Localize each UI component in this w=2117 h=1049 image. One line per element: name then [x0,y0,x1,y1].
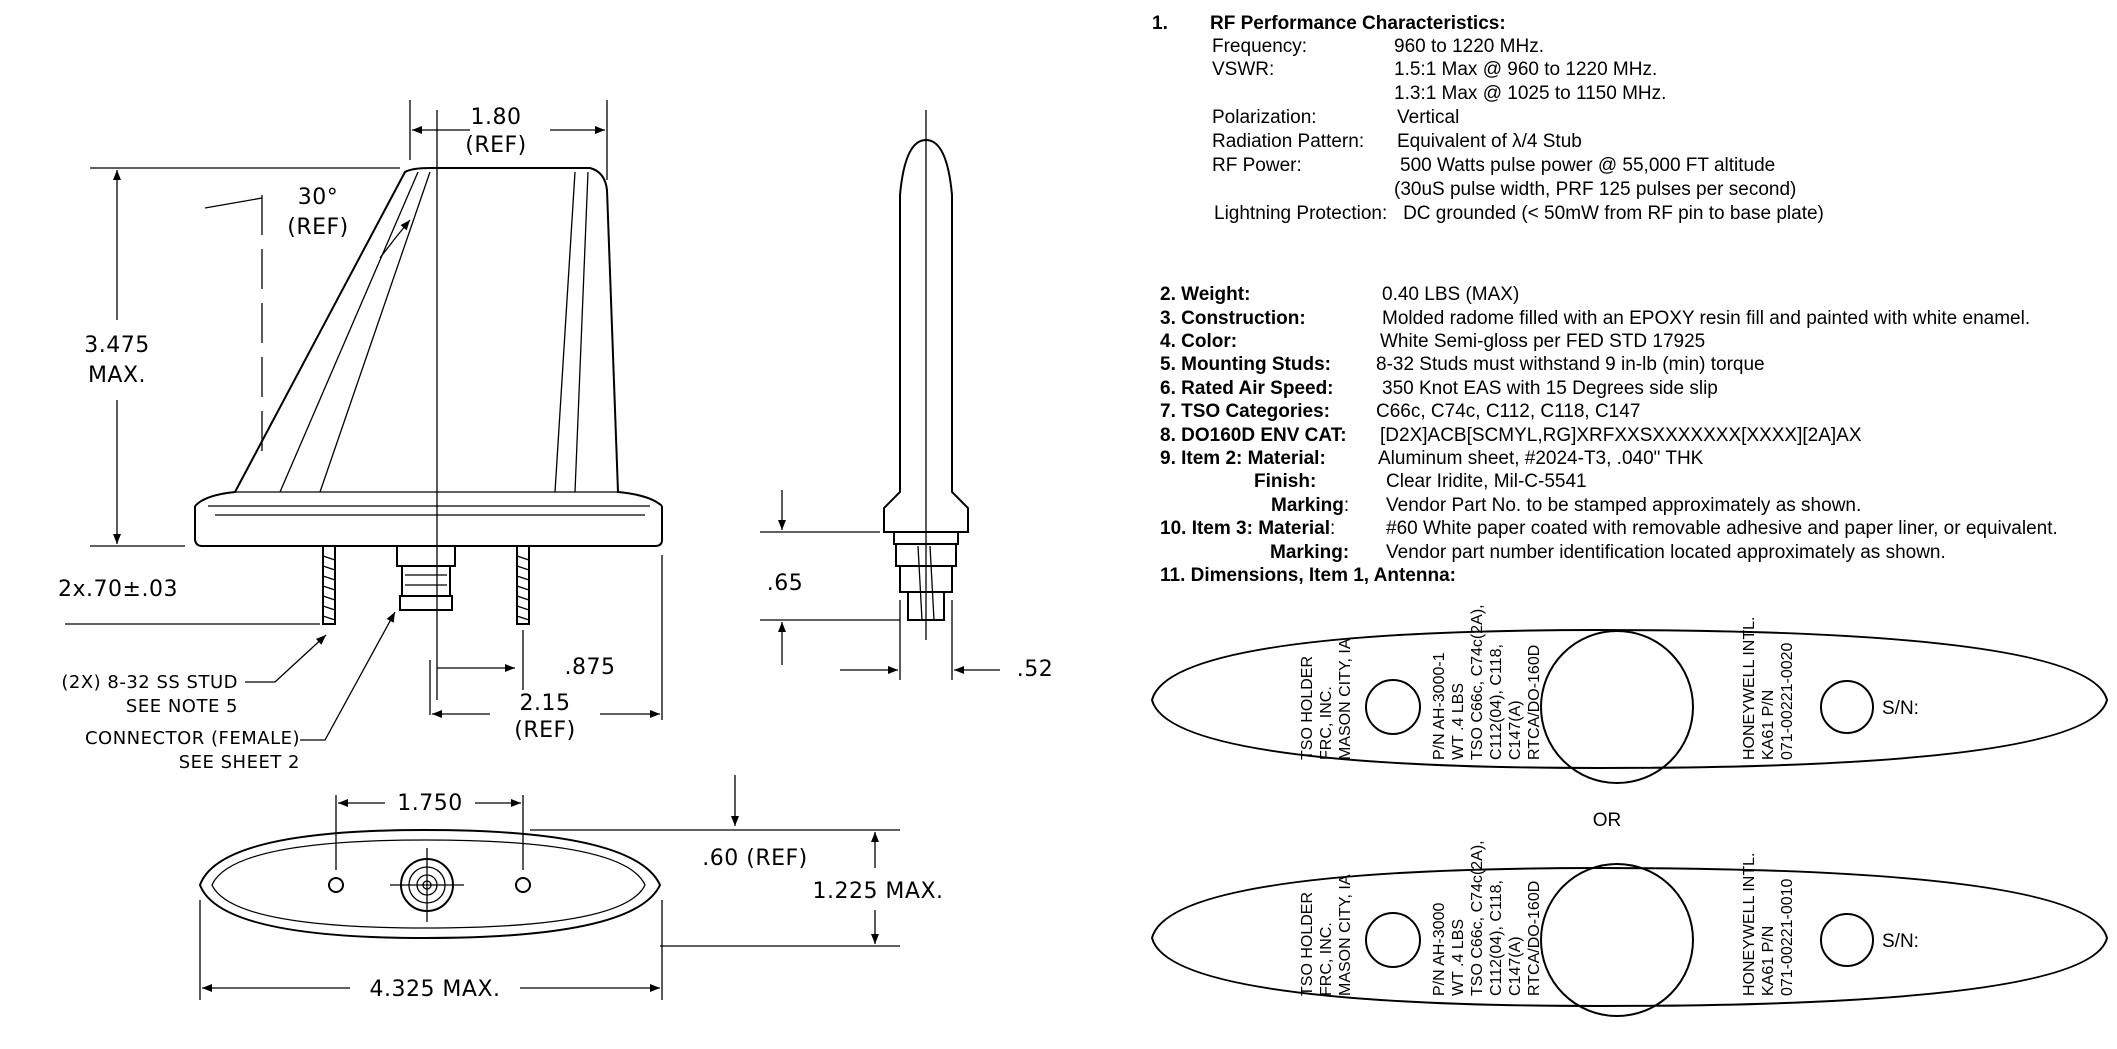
plate-pn-line: C112(04), C118, [1488,644,1505,760]
note-label: 5. Mounting Studs: [1160,354,1331,375]
note-label: 2. Weight: [1160,284,1251,305]
note-label: 7. TSO Categories: [1160,401,1330,422]
note-11: 11. Dimensions, Item 1, Antenna: [1160,565,1456,586]
dim-base-width-ref: (REF) [514,718,576,743]
dim-connector-height: .65 [766,571,804,596]
side-view [760,110,1053,682]
rf-row-label: Radiation Pattern: [1212,131,1365,152]
plate-tso-line: MASON CITY, IA [1337,874,1354,996]
rf-row-label: RF Power: [1212,155,1302,176]
top-view [200,775,944,1002]
plate-pn-line: C147(A) [1507,700,1524,760]
dim-connector-width: .52 [1016,657,1054,682]
plate-hw-line: HONEYWELL INTL. [1741,616,1758,760]
notes-list [1160,284,2058,563]
plate-pn-line: WT .4 LBS [1450,682,1467,760]
note-value: #60 White paper coated with removable adhesive and paper liner, or equivalent. [1386,518,2058,539]
note-label [1160,518,1335,539]
note-label-colon: : [1343,495,1350,516]
plate-hw-line: KA61 P/N [1760,689,1777,760]
rf-row-label: Frequency: [1212,36,1308,57]
note-label: 4. Color: [1160,331,1238,352]
rf-row-label: VSWR: [1212,59,1275,80]
plate-pn-line: C147(A) [1507,936,1524,996]
or-text: OR [1592,810,1622,831]
rf-row-value: Equivalent of λ/4 Stub [1397,131,1582,152]
rf-number: 1. [1152,13,1168,34]
plate-tso-line: FRC, INC. [1318,922,1335,996]
plate-pn-line: C112(04), C118, [1488,880,1505,996]
rf-row-value: 500 Watts pulse power @ 55,000 FT altitude [1400,155,1776,176]
note-label [1271,495,1349,516]
plate-hw-line: 071-00221-0020 [1779,642,1796,760]
stud-right [517,546,529,624]
note-connector: CONNECTOR (FEMALE) [84,728,300,749]
note-label: 9. Item 2: Material: [1160,448,1326,469]
note-stud-see: SEE NOTE 5 [125,696,238,717]
note-label: 8. DO160D ENV CAT: [1160,425,1347,446]
dim-length-max: 4.325 MAX. [369,977,501,1002]
plate-pn-line: WT .4 LBS [1450,918,1467,996]
plate-pn-line: TSO C66c, C74c(2A), [1469,840,1486,996]
rf-row-value: 960 to 1220 MHz. [1394,36,1544,57]
dim-top-width-max: 1.225 MAX. [812,879,944,904]
dim-inner-width: .60 (REF) [702,846,808,871]
plate-serial-label: S/N: [1882,931,1919,952]
note-value: [D2X]ACB[SCMYL,RG]XRFXXSXXXXXXX[XXXX][2A]AX [1380,425,1862,446]
rf-title-colon: : [1499,13,1506,34]
dim-top-width: 1.80 [470,105,522,130]
note-value: 8-32 Studs must withstand 9 in-lb (min) torque [1376,354,1765,375]
note-value: Molded radome filled with an EPOXY resin fill and painted with white enamel. [1382,308,2031,329]
dim-height-max: MAX. [87,363,147,388]
note-label: 3. Construction: [1160,308,1306,329]
marking-plate-2 [1152,840,2107,1016]
rf-row-value: 1.3:1 Max @ 1025 to 1150 MHz. [1394,83,1667,104]
rf-row-value: 1.5:1 Max @ 960 to 1220 MHz. [1394,59,1658,80]
dim-base-width: 2.15 [519,691,571,716]
plate-pn-line: P/N AH-3000 [1431,902,1448,996]
plate-hw-line: HONEYWELL INTL. [1741,852,1758,996]
dim-angle: 30° [297,185,339,210]
note-label: Marking: [1270,542,1350,563]
plate-pn-line: RTCA/DO-160D [1526,880,1543,996]
plate-hw-line: 071-00221-0010 [1779,878,1796,996]
rf-title-text: RF Performance Characteristics [1210,13,1500,34]
plate-tso-line: TSO HOLDER [1299,891,1316,996]
note-value: Clear Iridite, Mil-C-5541 [1386,471,1587,492]
plate-hw-line: KA61 P/N [1760,925,1777,996]
note-value: 350 Knot EAS with 15 Degrees side slip [1382,378,1718,399]
note-value: Vendor part number identification located approximately as shown. [1386,542,1946,563]
note-label-colon: : [1330,518,1336,539]
plate-serial-label: S/N: [1882,698,1919,719]
plate-pn-line: RTCA/DO-160D [1526,644,1543,760]
stud-left [323,546,335,624]
dim-height: 3.475 [84,333,150,358]
note-value: White Semi-gloss per FED STD 17925 [1380,331,1706,352]
note-value: Aluminum sheet, #2024-T3, .040" THK [1378,448,1704,469]
marking-plate-1 [1152,604,2107,783]
rf-title [1210,13,1506,34]
plate-pn-line: TSO C66c, C74c(2A), [1469,604,1486,760]
rf-row-value: (30uS pulse width, PRF 125 pulses per second) [1394,179,1797,200]
note-label: 6. Rated Air Speed: [1160,378,1334,399]
specs [1152,13,2058,586]
note-value: C66c, C74c, C112, C118, C147 [1376,401,1641,422]
lightning-protection: Lightning Protection: DC grounded (< 50mW from RF pin to base plate) [1214,203,1824,224]
front-view [58,100,662,773]
note-label-text: Marking [1271,495,1344,516]
dim-stud-spacing: .875 [564,655,616,680]
note-label: Finish: [1254,471,1317,492]
note-label-text: 10. Item 3: Material [1160,518,1331,539]
plate-tso-line: TSO HOLDER [1299,655,1316,760]
rf-rows [1212,36,1796,200]
rf-row-value: Vertical [1397,107,1460,128]
plate-pn-line: P/N AH-3000-1 [1431,652,1448,760]
note-connector-see: SEE SHEET 2 [178,752,300,773]
dim-stud-length: 2x.70±.03 [58,577,178,602]
dim-top-stud-spacing: 1.750 [397,791,463,816]
note-stud: (2X) 8-32 SS STUD [61,672,238,693]
note-value: Vendor Part No. to be stamped approximately as shown. [1386,495,1862,516]
plate-tso-line: MASON CITY, IA [1337,638,1354,760]
note-value: 0.40 LBS (MAX) [1382,284,1520,305]
plate-tso-line: FRC, INC. [1318,686,1335,760]
dim-top-width-ref: (REF) [465,133,527,158]
dim-angle-ref: (REF) [287,215,349,240]
rf-row-label: Polarization: [1212,107,1317,128]
